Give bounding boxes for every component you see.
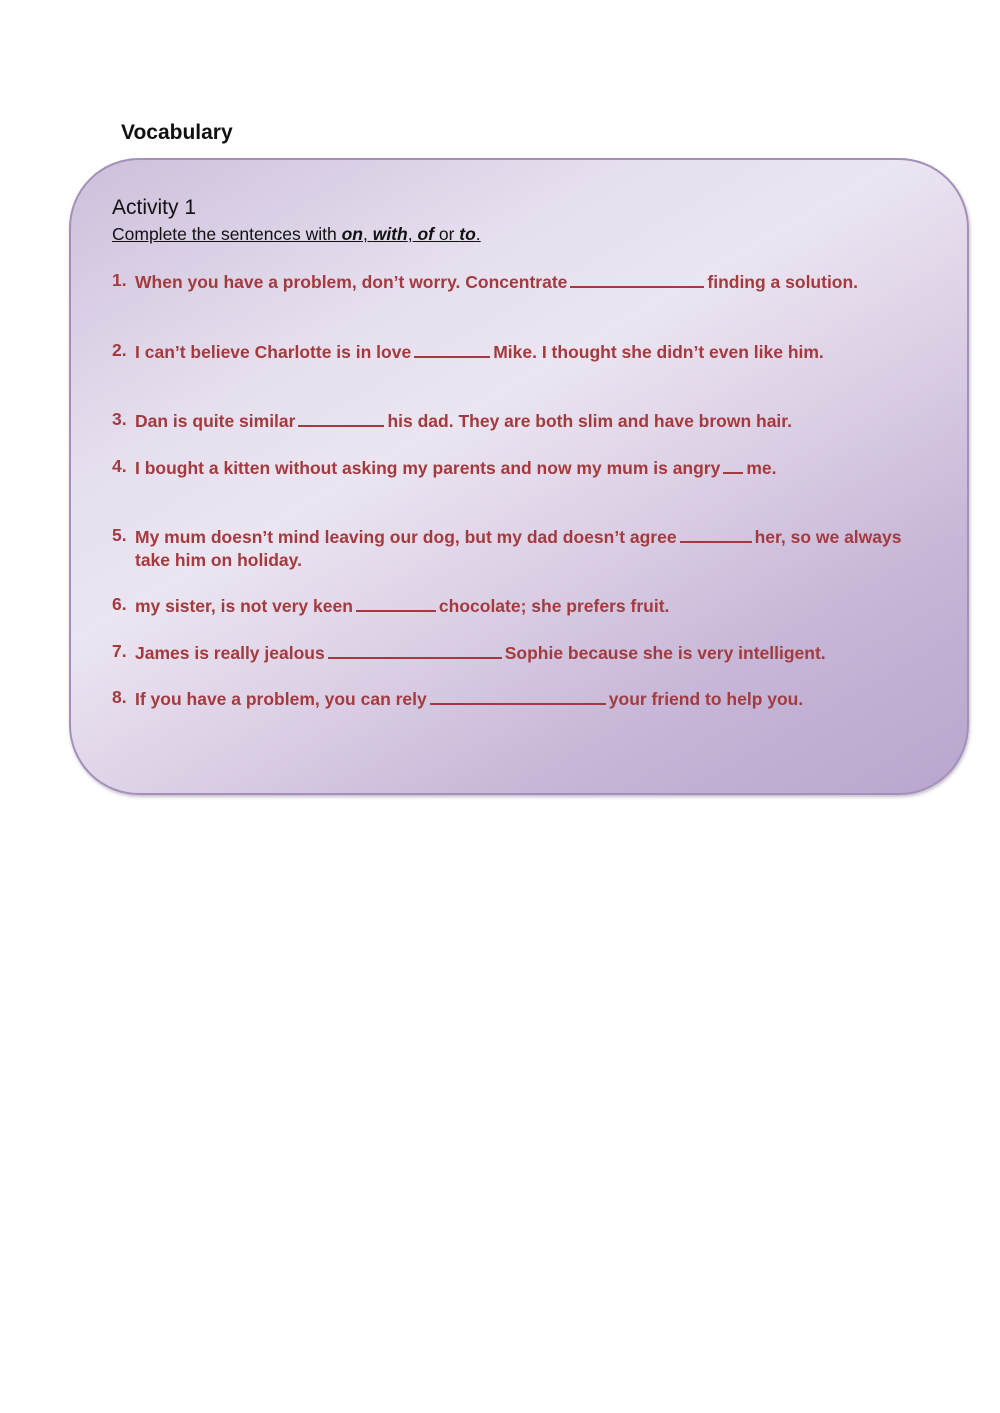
instruction-separator: , <box>362 224 373 244</box>
activity-title: Activity 1 <box>112 196 197 219</box>
answer-blank[interactable] <box>723 455 743 474</box>
question-text-after: me. <box>746 458 777 478</box>
question-number: 8. <box>112 687 127 707</box>
question-text-after: Sophie because she is very intelligent. <box>504 643 826 663</box>
question-number: 4. <box>112 456 127 476</box>
instruction-word-of: of <box>417 224 434 244</box>
question-text-before: I can’t believe Charlotte is in love <box>135 342 412 362</box>
instruction-prefix: Complete the sentences with <box>112 224 342 244</box>
question-text-before: Dan is quite similar <box>135 411 296 431</box>
answer-blank[interactable] <box>356 593 436 612</box>
question-text-after: Mike. I thought she didn’t even like him. <box>493 342 824 362</box>
question-number: 7. <box>112 641 127 661</box>
instruction-word-on: on <box>341 224 363 244</box>
question-item <box>112 269 912 294</box>
question-text-after: your friend to help you. <box>608 689 804 709</box>
instruction-suffix: . <box>475 224 481 244</box>
answer-blank[interactable] <box>680 524 752 543</box>
answer-blank[interactable] <box>414 339 490 358</box>
question-item <box>112 640 912 665</box>
answer-blank[interactable] <box>570 269 704 288</box>
answer-blank[interactable] <box>328 640 502 659</box>
question-text-before: When you have a problem, don’t worry. Concentrate <box>135 272 568 292</box>
question-number: 1. <box>112 270 127 290</box>
activity-instruction <box>112 224 481 245</box>
instruction-word-to: to <box>459 224 476 244</box>
question-number: 5. <box>112 525 127 545</box>
question-text-after: chocolate; she prefers fruit. <box>438 596 670 616</box>
question-item <box>112 524 912 572</box>
question-text-after: finding a solution. <box>707 272 859 292</box>
question-text-after: her, so we always take him on holiday. <box>135 527 902 570</box>
question-number: 6. <box>112 594 127 614</box>
question-item <box>112 408 912 433</box>
question-text-before: my sister, is not very keen <box>135 596 353 616</box>
question-item <box>112 686 912 711</box>
question-text-after: his dad. They are both slim and have brown hair. <box>387 411 793 431</box>
question-number: 2. <box>112 340 127 360</box>
instruction-word-with: with <box>372 224 408 244</box>
question-number: 3. <box>112 409 127 429</box>
answer-blank[interactable] <box>298 408 384 427</box>
question-item <box>112 455 912 480</box>
question-text-before: James is really jealous <box>135 643 325 663</box>
question-item <box>112 593 912 618</box>
question-text-before: My mum doesn’t mind leaving our dog, but my dad doesn’t agree <box>135 527 677 547</box>
instruction-separator: , <box>407 224 418 244</box>
instruction-separator: or <box>433 224 460 244</box>
question-text-before: If you have a problem, you can rely <box>135 689 427 709</box>
answer-blank[interactable] <box>430 686 606 705</box>
page-heading: Vocabulary <box>121 121 233 144</box>
question-item <box>112 339 912 364</box>
question-text-before: I bought a kitten without asking my parents and now my mum is angry <box>135 458 721 478</box>
